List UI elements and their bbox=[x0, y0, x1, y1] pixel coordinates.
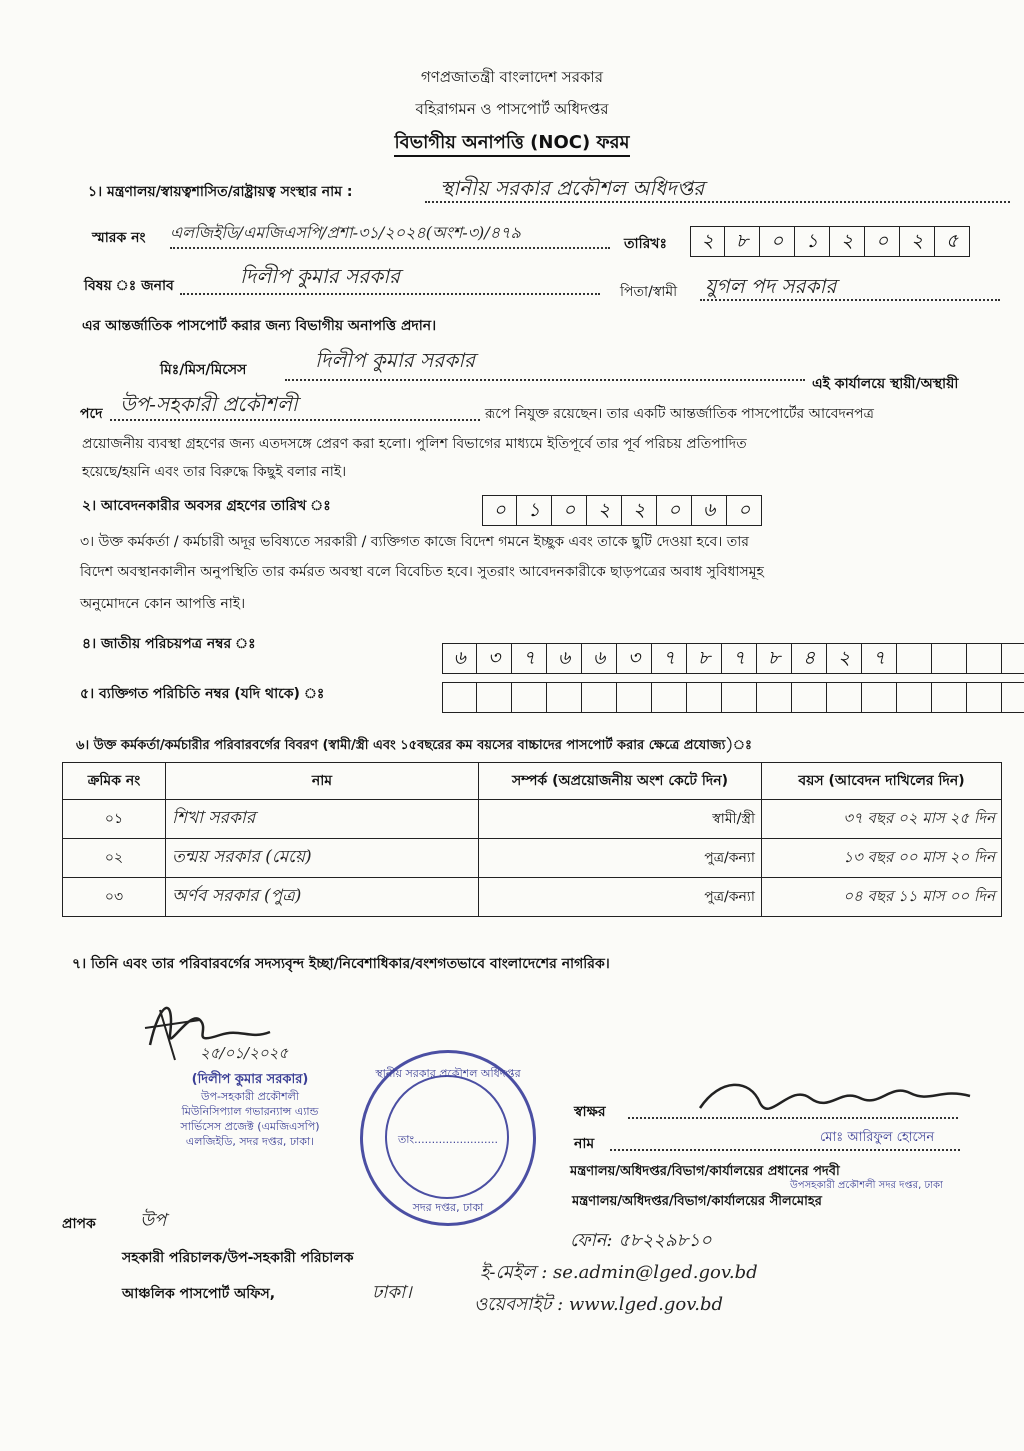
nid-digit-box bbox=[932, 643, 967, 674]
personal-id-digit-box bbox=[652, 682, 687, 713]
personal-id-digit-box bbox=[442, 682, 477, 713]
retire-digit-box: ২ bbox=[622, 495, 657, 526]
row-serial: ০২ bbox=[63, 839, 166, 878]
applicant-seal-line4: এলজিইডি, সদর দপ্তর, ঢাকা। bbox=[185, 1135, 315, 1148]
contact-website: ওয়েবসাইট : www.lged.gov.bd bbox=[474, 1294, 724, 1315]
nid-digit-box: ৮ bbox=[687, 643, 722, 674]
retire-digit-box: ৬ bbox=[692, 495, 727, 526]
date-digit-box: ১ bbox=[795, 226, 830, 257]
nid-digit-box: ৩ bbox=[477, 643, 512, 674]
applicant-seal-name: (দিলীপ কুমার সরকার) bbox=[191, 1072, 309, 1087]
contact-phone: ফোন: ৫৮২২৯৮১০ bbox=[570, 1230, 712, 1251]
date-digit-box: ০ bbox=[865, 226, 900, 257]
retire-digit-box: ০ bbox=[727, 495, 762, 526]
col-name: নাম bbox=[166, 763, 479, 800]
nid-digit-box: ২ bbox=[827, 643, 862, 674]
memo-value: এলজিইডি/এমজিএসপি/প্রশা-৩১/২০২৪(অংশ-৩)/৪৭৯ bbox=[170, 220, 610, 249]
father-value: যুগল পদ সরকার bbox=[705, 274, 837, 298]
personal-id-digit-box bbox=[477, 682, 512, 713]
nid-digit-box: ৭ bbox=[652, 643, 687, 674]
col-age: বয়স (আবেদন দাখিলের দিন) bbox=[762, 763, 1002, 800]
round-stamp-bottom-text: সদর দপ্তর, ঢাকা bbox=[412, 1201, 484, 1214]
contact-email: ই-মেইল : se.admin@lged.gov.bd bbox=[480, 1262, 758, 1283]
table-row bbox=[63, 878, 1002, 917]
personal-id-digit-box bbox=[687, 682, 722, 713]
para3-line2: বিদেশ অবস্থানকালীন অনুপস্থিতি তার কর্মরত অবস্থা বলে বিবেচিত হবে। সুতরাং আবেদনকারীকে ছাড়পত্রের অবাধ সুবিধাসমূহ bbox=[80, 564, 764, 580]
officer-stamp-subtext: উপসহকারী প্রকৌশলী সদর দপ্তর, ঢাকা bbox=[790, 1180, 943, 1191]
nid-digit-box: ৩ bbox=[617, 643, 652, 674]
row-name: শিখা সরকার bbox=[166, 800, 479, 839]
officer-name-label: নাম bbox=[574, 1136, 595, 1152]
org-label: ১। মন্ত্রণালয়/স্বায়ত্বশাসিত/রাষ্ট্রায়ত্ব সংস্থার নাম : bbox=[88, 184, 353, 200]
form-title: বিভাগীয় অনাপত্তি (NOC) ফরম bbox=[394, 132, 629, 157]
officer-sign-label: স্বাক্ষর bbox=[574, 1104, 606, 1120]
nid-boxes bbox=[442, 643, 1024, 674]
body-line3: প্রয়োজনীয় ব্যবস্থা গ্রহণের জন্য এতদসঙ্গে প্রেরণ করা হলো। পুলিশ বিভাগের মাধ্যমে ইতিপূর্বে তার পূর্ব পরিচয় প্রতিপাদিত bbox=[82, 436, 747, 452]
retire-digit-box: ১ bbox=[517, 495, 552, 526]
applicant-seal-line1: উপ-সহকারী প্রকৌশলী bbox=[201, 1090, 299, 1103]
retire-digit-box: ০ bbox=[552, 495, 587, 526]
family-table bbox=[62, 762, 1002, 917]
memo-label: স্মারক নং bbox=[92, 230, 146, 246]
personal-id-label: ৫। ব্যক্তিগত পরিচিতি নম্বর (যদি থাকে) ঃ bbox=[80, 686, 325, 702]
personal-id-digit-box bbox=[722, 682, 757, 713]
personal-id-digit-box bbox=[967, 682, 1002, 713]
nid-digit-box: ৬ bbox=[547, 643, 582, 674]
retire-date-boxes bbox=[482, 495, 762, 526]
nid-digit-box: ৬ bbox=[582, 643, 617, 674]
retire-digit-box: ০ bbox=[657, 495, 692, 526]
date-digit-box: ৫ bbox=[935, 226, 970, 257]
family-label: ৬। উক্ত কর্মকর্তা/কর্মচারীর পরিবারবর্গের বিবরণ (স্বামী/স্ত্রী এবং ১৫বছরের কম বয়সের বাচ্চাদের পাসপোর্ট করার ক্ষেত্রে প্রযোজ্য)ঃ bbox=[76, 738, 752, 753]
retire-digit-box: ০ bbox=[482, 495, 517, 526]
round-stamp-outer-text: স্থানীয় সরকার প্রকৌশল অধিদপ্তর bbox=[375, 1067, 521, 1080]
nid-digit-box: ৬ bbox=[442, 643, 477, 674]
personal-id-digit-box bbox=[862, 682, 897, 713]
recipient-initial: উপ bbox=[140, 1210, 167, 1231]
personal-id-digit-box bbox=[582, 682, 617, 713]
row-relation: স্বামী/স্ত্রী bbox=[479, 800, 762, 839]
line1-end: এই কার্যালয়ে স্থায়ী/অস্থায়ী bbox=[812, 376, 959, 392]
personal-id-digit-box bbox=[792, 682, 827, 713]
row-age: ৩৭ বছর ০২ মাস ২৫ দিন bbox=[762, 800, 1002, 839]
personal-id-digit-box bbox=[932, 682, 967, 713]
nid-digit-box: ৭ bbox=[512, 643, 547, 674]
table-row bbox=[63, 800, 1002, 839]
personal-id-boxes bbox=[442, 682, 1024, 713]
date-digit-box: ২ bbox=[900, 226, 935, 257]
date-label: তারিখঃ bbox=[624, 236, 667, 252]
row-name: তন্ময় সরকার (মেয়ে) bbox=[166, 839, 479, 878]
subject-label: বিষয় ঃ জনাব bbox=[84, 278, 174, 294]
department-title: বহিরাগমন ও পাসপোর্ট অধিদপ্তর bbox=[415, 100, 609, 118]
org-value: স্থানীয় সরকার প্রকৌশল অধিদপ্তর bbox=[440, 176, 705, 200]
date-digit-box: ৮ bbox=[725, 226, 760, 257]
para3-line3: অনুমোদনে কোন আপত্তি নাই। bbox=[80, 596, 246, 612]
subject-rest: এর আন্তর্জাতিক পাসপোর্ট করার জন্য বিভাগীয় অনাপত্তি প্রদান। bbox=[82, 318, 437, 334]
nid-digit-box bbox=[1002, 643, 1024, 674]
nid-digit-box bbox=[897, 643, 932, 674]
row-name: অর্ণব সরকার (পুত্র) bbox=[166, 878, 479, 917]
body-line4: হয়েছে/হয়নি এবং তার বিরুদ্ধে কিছুই বলার নাই। bbox=[82, 464, 347, 480]
applicant-name: দিলীপ কুমার সরকার bbox=[315, 348, 476, 372]
personal-id-digit-box bbox=[1002, 682, 1024, 713]
row-age: ০৪ বছর ১১ মাস ০০ দিন bbox=[762, 878, 1002, 917]
citizenship-statement: ৭। তিনি এবং তার পরিবারবর্গের সদস্যবৃন্দ ইচ্ছা/নিবেশাধিকার/বংশগতভাবে বাংলাদেশের নাগরিক। bbox=[72, 956, 610, 972]
personal-id-digit-box bbox=[512, 682, 547, 713]
nid-digit-box: ৭ bbox=[862, 643, 897, 674]
table-row bbox=[63, 839, 1002, 878]
retire-label: ২। আবেদনকারীর অবসর গ্রহণের তারিখ ঃ bbox=[82, 498, 331, 514]
row-relation: পুত্র/কন্যা bbox=[479, 839, 762, 878]
round-stamp bbox=[360, 1050, 536, 1226]
date-digit-box: ০ bbox=[760, 226, 795, 257]
row-serial: ০১ bbox=[63, 800, 166, 839]
col-serial: ক্রমিক নং bbox=[63, 763, 166, 800]
date-digit-box: ২ bbox=[830, 226, 865, 257]
personal-id-digit-box bbox=[757, 682, 792, 713]
date-boxes bbox=[690, 226, 970, 257]
round-stamp-date: তাং........................ bbox=[397, 1133, 499, 1146]
officer-seal-label: মন্ত্রণালয়/অধিদপ্তর/বিভাগ/কার্যালয়ের সীলমোহর bbox=[572, 1194, 822, 1209]
personal-id-digit-box bbox=[827, 682, 862, 713]
row-relation: পুত্র/কন্যা bbox=[479, 878, 762, 917]
para3-line1: ৩। উক্ত কর্মকর্তা / কর্মচারী অদূর ভবিষ্যতে সরকারী / ব্যক্তিগত কাজে বিদেশ গমনে ইচ্ছুক এবং তাকে ছুটি দেওয়া হবে। তার bbox=[80, 534, 749, 550]
row-serial: ০৩ bbox=[63, 878, 166, 917]
government-title: গণপ্রজাতন্ত্রী বাংলাদেশ সরকার bbox=[420, 68, 604, 86]
nid-label: ৪। জাতীয় পরিচয়পত্র নম্বর ঃ bbox=[82, 636, 256, 652]
recipient-city: ঢাকা। bbox=[372, 1282, 412, 1303]
applicant-seal-line2: মিউনিসিপ্যাল গভারন্যান্স এ্যান্ড bbox=[181, 1105, 319, 1118]
nid-digit-box bbox=[967, 643, 1002, 674]
nid-digit-box: ৭ bbox=[722, 643, 757, 674]
personal-id-digit-box bbox=[897, 682, 932, 713]
post-label: পদে bbox=[80, 406, 103, 422]
col-relation: সম্পর্ক (অপ্রয়োজনীয় অংশ কেটে দিন) bbox=[479, 763, 762, 800]
subject-name: দিলীপ কুমার সরকার bbox=[240, 264, 401, 288]
date-digit-box: ২ bbox=[690, 226, 725, 257]
retire-digit-box: ২ bbox=[587, 495, 622, 526]
officer-sign-dotted-line bbox=[628, 1116, 958, 1119]
officer-designation-label: মন্ত্রণালয়/অধিদপ্তর/বিভাগ/কার্যালয়ের প্রধানের পদবী bbox=[570, 1164, 840, 1179]
line2-rest: রূপে নিযুক্ত রয়েছেন। তার একটি আন্তর্জাতিক পাসপোর্টের আবেদনপত্র bbox=[485, 406, 874, 422]
personal-id-digit-box bbox=[547, 682, 582, 713]
applicant-seal-line3: সার্ভিসেস প্রজেক্ট (এমজিএসপি) bbox=[180, 1120, 320, 1133]
recipient-label: প্রাপক bbox=[62, 1216, 96, 1232]
applicant-signature-date: ২৫/০১/২০২৫ bbox=[200, 1044, 289, 1062]
nid-digit-box: ৮ bbox=[757, 643, 792, 674]
father-label: পিতা/স্বামী bbox=[620, 284, 678, 300]
recipient-line1: সহকারী পরিচালক/উপ-সহকারী পরিচালক bbox=[122, 1250, 354, 1266]
salutation: মিঃ/মিস/মিসেস bbox=[160, 362, 247, 378]
row-age: ১৩ বছর ০০ মাস ২০ দিন bbox=[762, 839, 1002, 878]
recipient-line2: আঞ্চলিক পাসপোর্ট অফিস, bbox=[122, 1286, 276, 1302]
officer-name-stamp: মোঃ আরিফুল হোসেন bbox=[820, 1130, 935, 1145]
personal-id-digit-box bbox=[617, 682, 652, 713]
nid-digit-box: ৪ bbox=[792, 643, 827, 674]
post-value: উপ-সহকারী প্রকৌশলী bbox=[120, 392, 298, 416]
